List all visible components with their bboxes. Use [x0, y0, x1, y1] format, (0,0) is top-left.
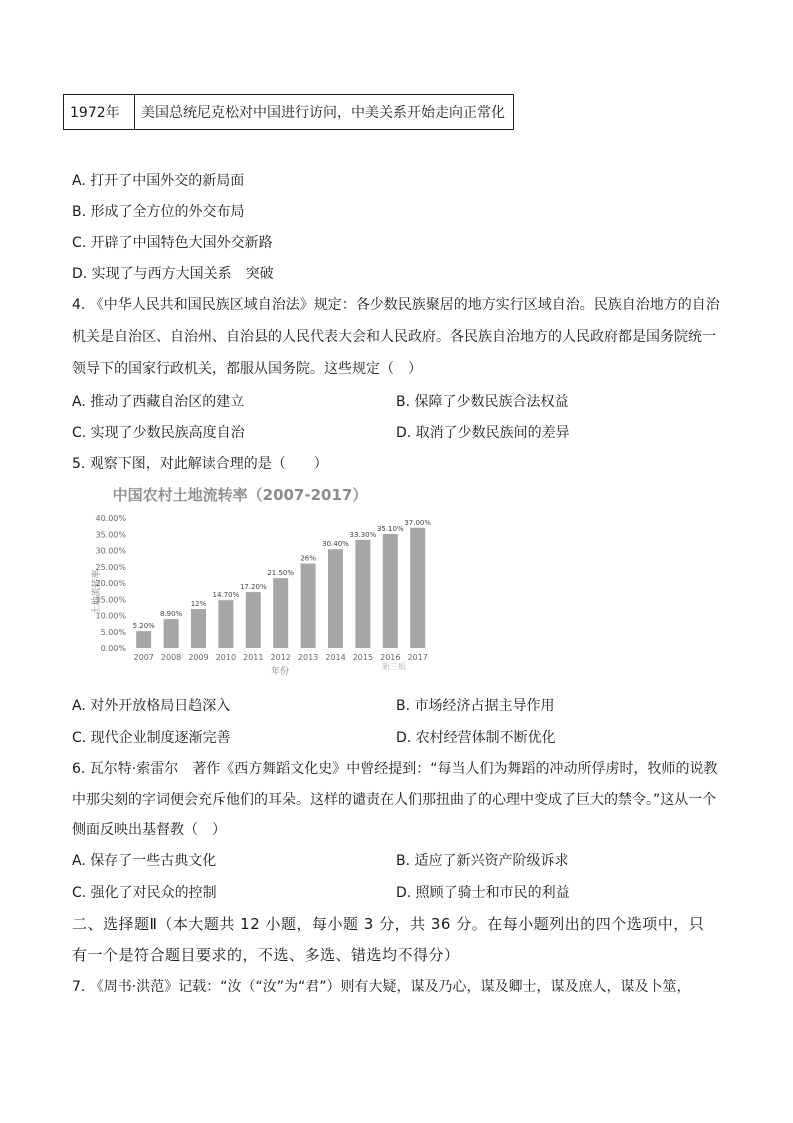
bar-value-label: 37.00%: [404, 518, 432, 527]
q3-option-b: B. 形成了全方位的外交布局: [72, 204, 245, 220]
chart-x-axis-label: 年份: [270, 667, 290, 677]
bar-value-label: 5.20%: [132, 622, 155, 631]
bar-value-label: 21.50%: [267, 569, 295, 578]
section-2-heading-line-1: 二、选择题Ⅱ（本大题共 12 小题，每小题 3 分，共 36 分。在每小题列出的四个选项中，只: [72, 915, 705, 933]
y-tick-label: 15.00%: [95, 595, 126, 605]
table-year-cell: 1972年: [64, 95, 135, 130]
chart-watermark: 新三板: [382, 662, 406, 671]
x-tick-label: 2016: [380, 653, 401, 662]
q6-option-b: B. 适应了新兴资产阶级诉求: [396, 853, 569, 869]
y-tick-label: 10.00%: [95, 611, 126, 621]
chart-y-axis-label: 土地流转率: [92, 569, 102, 615]
section-2-heading-line-2: 有一个是符合题目要求的，不选、多选、错选均不得分）: [72, 946, 460, 964]
y-tick-label: 30.00%: [95, 546, 126, 556]
bar: [191, 609, 206, 648]
x-tick-label: 2010: [215, 653, 237, 662]
x-tick-label: 2009: [188, 653, 209, 662]
q6-stem-line-1: 6. 瓦尔特·索雷尔 著作《西方舞蹈文化史》中曾经提到：“每当人们为舞蹈的冲动所俘虏时，牧师的说教: [72, 761, 718, 777]
bar: [246, 592, 261, 648]
chart-title: 中国农村土地流转率（2007-2017）: [112, 486, 368, 504]
x-tick-label: 2015: [352, 653, 374, 662]
q3-option-d: D. 实现了与西方大国关系 突破: [72, 266, 274, 282]
bar-value-label: 14.70%: [212, 591, 240, 600]
bar: [355, 540, 370, 648]
q3-option-a: A. 打开了中国外交的新局面: [72, 173, 245, 189]
bar: [301, 564, 316, 649]
y-tick-label: 5.00%: [100, 627, 126, 637]
q4-stem-line-3: 领导下的国家行政机关，都服从国务院。这些规定（ ）: [72, 361, 422, 377]
q6-stem-line-3: 侧面反映出基督教（ ）: [72, 822, 226, 838]
land-transfer-bar-chart: [90, 480, 440, 678]
x-tick-label: 2008: [160, 653, 182, 662]
bar-value-label: 35.10%: [376, 524, 404, 533]
bar-value-label: 17.20%: [239, 583, 267, 592]
bar: [164, 619, 179, 648]
x-tick-label: 2014: [325, 653, 346, 662]
q7-stem-line-1: 7. 《周书·洪范》记载：“汝（“汝”为“君”）则有大疑，谋及乃心，谋及卿士，谋及庶人，谋及卜筮，: [72, 979, 691, 995]
q5-stem: 5. 观察下图，对此解读合理的是（ ）: [72, 456, 328, 472]
bar: [273, 578, 288, 648]
x-tick-label: 2007: [133, 653, 154, 662]
q5-option-d: D. 农村经营体制不断优化: [396, 730, 556, 746]
q5-option-b: B. 市场经济占据主导作用: [396, 698, 555, 714]
q3-option-c: C. 开辟了中国特色大国外交新路: [72, 235, 273, 251]
y-tick-label: 35.00%: [95, 530, 126, 540]
bar-value-label: 8.90%: [159, 610, 183, 619]
x-tick-label: 2017: [407, 653, 428, 662]
x-tick-label: 2013: [297, 653, 319, 662]
q5-option-c: C. 现代企业制度逐渐完善: [72, 730, 231, 746]
bar-value-label: 33.30%: [349, 530, 377, 539]
q5-option-a: A. 对外开放格局日趋深入: [72, 698, 231, 714]
q6-stem-line-2: 中那尖刻的字词便会充斥他们的耳朵。这样的谴责在人们那扭曲了的心理中变成了巨大的禁令。”这从一个: [72, 792, 717, 808]
y-tick-label: 0.00%: [100, 644, 126, 653]
q4-option-c: C. 实现了少数民族高度自治: [72, 425, 245, 441]
bar: [410, 528, 425, 648]
table-event-cell: 美国总统尼克松对中国进行访问，中美关系开始走向正常化: [135, 95, 514, 130]
event-table: [63, 94, 514, 130]
y-tick-label: 40.00%: [95, 514, 126, 523]
q4-stem-line-2: 机关是自治区、自治州、自治县的人民代表大会和人民政府。各民族自治地方的人民政府都是国务院统一: [72, 329, 716, 345]
q4-option-d: D. 取消了少数民族间的差异: [396, 425, 570, 441]
x-tick-label: 2012: [270, 653, 291, 662]
bar: [328, 549, 343, 648]
q4-option-b: B. 保障了少数民族合法权益: [396, 394, 569, 410]
q6-option-d: D. 照顾了骑士和市民的利益: [396, 885, 570, 901]
q4-option-a: A. 推动了西藏自治区的建立: [72, 394, 245, 410]
y-tick-label: 20.00%: [95, 579, 126, 588]
bar: [383, 534, 398, 648]
bar-value-label: 30.40%: [322, 540, 349, 549]
bar: [218, 600, 233, 648]
y-tick-label: 25.00%: [95, 562, 126, 572]
q4-stem-line-1: 4. 《中华人民共和国民族区域自治法》规定：各少数民族聚居的地方实行区域自治。民族自治地方的自治: [72, 297, 720, 313]
bar-value-label: 26%: [300, 554, 316, 563]
q6-option-c: C. 强化了对民众的控制: [72, 885, 217, 901]
bar: [136, 631, 151, 648]
table-row: [64, 95, 514, 130]
x-tick-label: 2011: [243, 653, 264, 662]
q6-option-a: A. 保存了一些古典文化: [72, 853, 217, 869]
bar-value-label: 12%: [190, 600, 207, 608]
